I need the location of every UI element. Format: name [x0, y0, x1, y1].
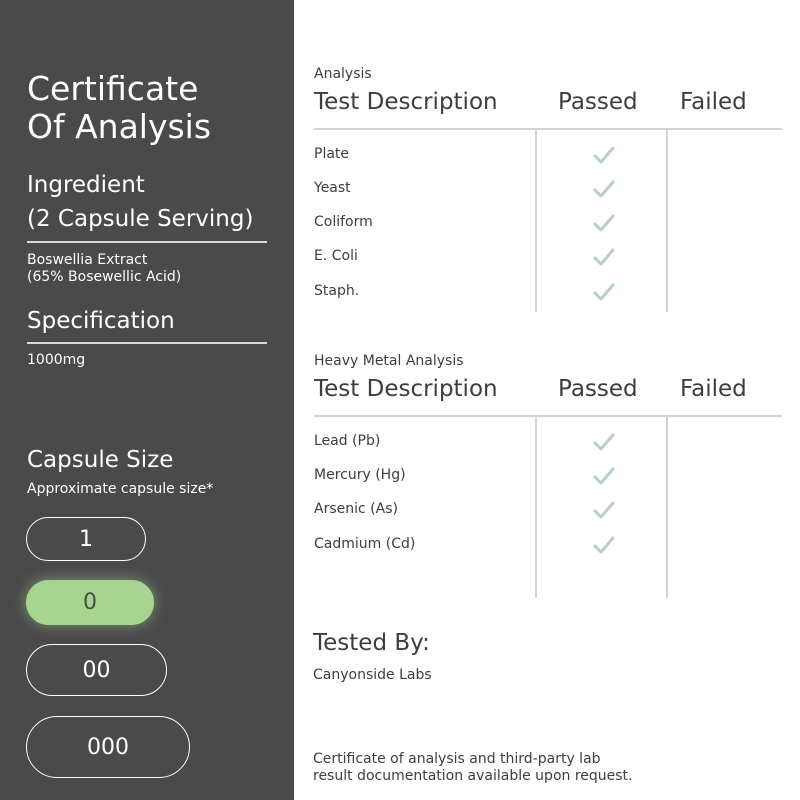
footnote — [313, 751, 753, 785]
check-icon — [592, 213, 616, 233]
ingredient-value-line-1: Boswellia Extract — [27, 252, 148, 268]
check-icon — [592, 179, 616, 199]
analysis-col-passed: Passed — [558, 89, 638, 115]
heavy-metal-row-label: Mercury (Hg) — [314, 467, 406, 483]
check-icon — [592, 247, 616, 267]
capsule-size-subtitle: Approximate capsule size* — [27, 481, 214, 497]
heavy-metal-header-divider — [314, 415, 782, 417]
analysis-row-label: Staph. — [314, 283, 360, 299]
analysis-row-label: Plate — [314, 146, 350, 162]
capsule-size-00[interactable]: 00 — [26, 644, 167, 696]
footnote-line-2: result documentation available upon request. — [313, 768, 633, 784]
ingredient-divider — [27, 241, 267, 243]
ingredient-heading-line-2: (2 Capsule Serving) — [27, 206, 254, 232]
heavy-metal-col-test-description: Test Description — [314, 376, 498, 402]
check-icon — [592, 145, 616, 165]
ingredient-value-line-2: (65% Bosewellic Acid) — [27, 269, 182, 285]
tested-by-lab: Canyonside Labs — [313, 667, 432, 683]
specification-divider — [27, 342, 267, 344]
tested-by-heading: Tested By: — [313, 630, 430, 656]
analysis-column-divider-1 — [535, 129, 537, 312]
check-icon — [592, 466, 616, 486]
analysis-row-label: Coliform — [314, 214, 373, 230]
left-panel — [0, 0, 294, 800]
specification-value: 1000mg — [27, 352, 86, 368]
analysis-section-label: Analysis — [314, 66, 372, 82]
heavy-metal-row-label: Lead (Pb) — [314, 433, 381, 449]
capsule-size-0-selected[interactable]: 0 — [26, 580, 154, 625]
heavy-metal-row-label: Cadmium (Cd) — [314, 536, 416, 552]
analysis-row-label: E. Coli — [314, 248, 358, 264]
heavy-metal-col-failed: Failed — [680, 376, 747, 402]
check-icon — [592, 282, 616, 302]
heavy-metal-section-label: Heavy Metal Analysis — [314, 353, 464, 369]
analysis-column-divider-2 — [666, 129, 668, 312]
page-title — [27, 70, 277, 146]
capsule-size-1[interactable]: 1 — [26, 517, 146, 561]
results-panel — [294, 0, 800, 800]
ingredient-heading-line-1: Ingredient — [27, 172, 145, 198]
check-icon — [592, 432, 616, 452]
heavy-metal-row-label: Arsenic (As) — [314, 501, 398, 517]
analysis-header-divider — [314, 128, 782, 130]
title-line-1: Certificate — [27, 69, 199, 108]
ingredient-value — [27, 252, 277, 286]
ingredient-heading — [27, 168, 277, 236]
analysis-col-failed: Failed — [680, 89, 747, 115]
title-line-2: Of Analysis — [27, 107, 212, 146]
check-icon — [592, 500, 616, 520]
analysis-col-test-description: Test Description — [314, 89, 498, 115]
analysis-row-label: Yeast — [314, 180, 351, 196]
capsule-size-000[interactable]: 000 — [26, 716, 190, 778]
footnote-line-1: Certificate of analysis and third-party lab — [313, 751, 601, 767]
heavy-metal-column-divider-1 — [535, 416, 537, 598]
heavy-metal-column-divider-2 — [666, 416, 668, 598]
specification-heading: Specification — [27, 308, 175, 334]
heavy-metal-col-passed: Passed — [558, 376, 638, 402]
capsule-size-heading: Capsule Size — [27, 447, 174, 473]
check-icon — [592, 535, 616, 555]
